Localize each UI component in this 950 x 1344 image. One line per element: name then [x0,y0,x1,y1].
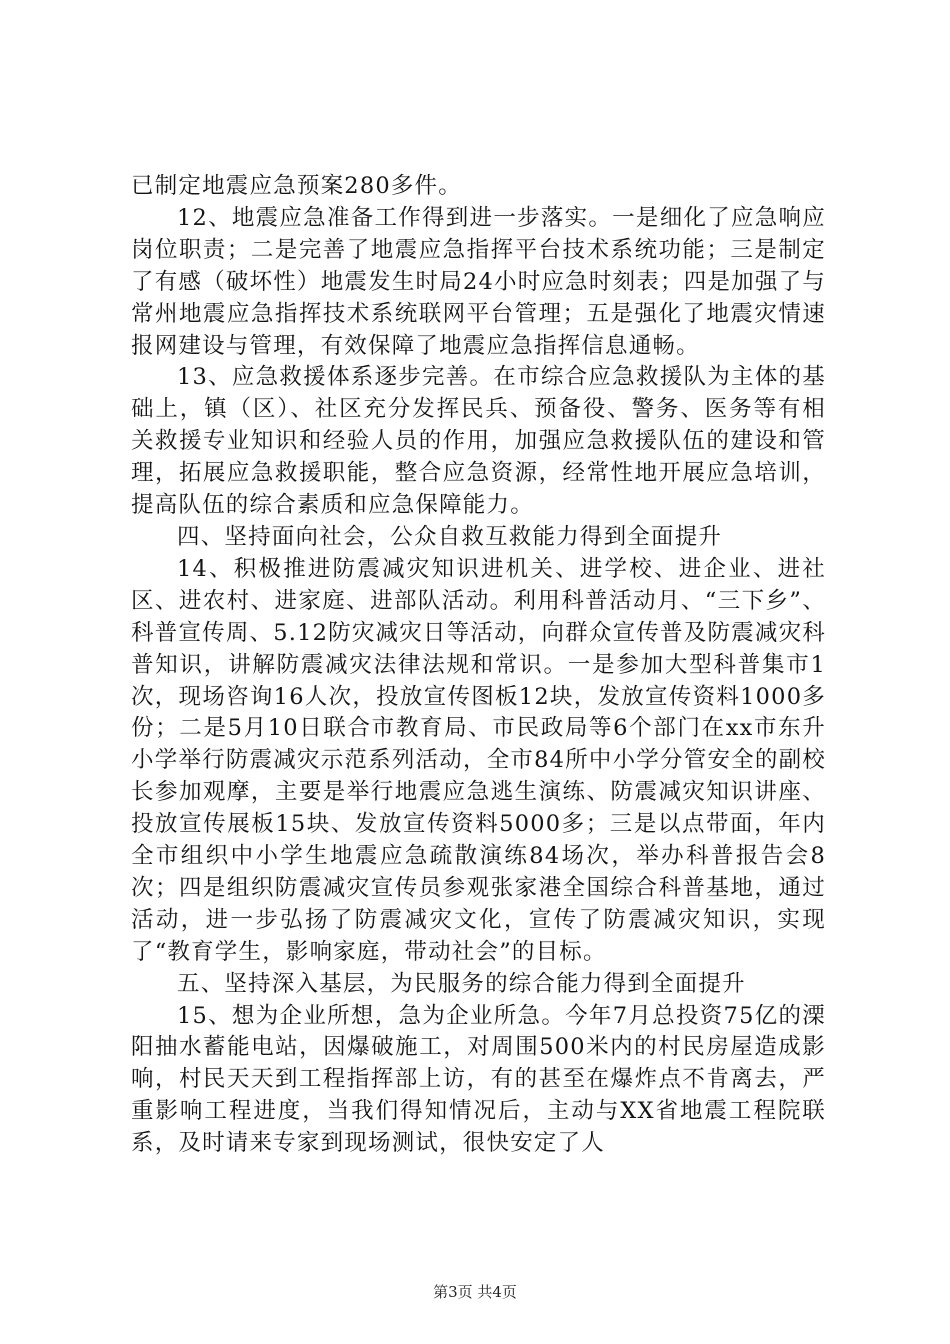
section-heading: 四、坚持面向社会，公众自救互救能力得到全面提升 [177,523,723,550]
paragraph: 13、应急救援体系逐步完善。在市综合应急救援队为主体的基础上，镇（区）、社区充分发挥民兵、预备役、警务、医务等有相关救援专业知识和经验人员的作用，加强应急救援队伍的建设和管理，拓展应急救援职能，整合应急资源，经常性地开展应急培训，提高队伍的综合素质和应急保障能力。 [131,364,826,519]
paragraph: 已制定地震应急预案280多件。 [131,173,462,199]
paragraph: 14、积极推进防震减灾知识进机关、进学校、进企业、进社区、进农村、进家庭、进部队活动。利用科普活动月、“三下乡”、科普宣传周、5.12防灾减灾日等活动，向群众宣传普及防震减灾科普知识，讲解防震减灾法律法规和常识。一是参加大型科普集市1次，现场咨询16人次，投放宣传图板12块，发放宣传资料1000多份；二是5月10日联合市教育局、市民政局等6个部门在xx市东升小学举行防震减灾示范系列活动，全市84所中小学分管安全的副校长参加观摩，主要是举行地震应急逃生演练、防震减灾知识讲座、投放宣传展板15块、发放宣传资料5000多；三是以点带面，年内全市组织中小学生地震应急疏散演练84场次，举办科普报告会8次；四是组织防震减灾宣传员参观张家港全国综合科普基地，通过活动，进一步弘扬了防震减灾文化，宣传了防震减灾知识，实现了“教育学生，影响家庭，带动社会”的目标。 [131,555,826,965]
section-heading: 五、坚持深入基层，为民服务的综合能力得到全面提升 [177,970,746,997]
page-number: 第3页 共4页 [433,1283,517,1301]
paragraph: 12、地震应急准备工作得到进一步落实。一是细化了应急响应岗位职责；二是完善了地震应急指挥平台技术系统功能；三是制定了有感（破坏性）地震发生时局24小时应急时刻表；四是加强了与常州地震应急指挥技术系统联网平台管理；五是强化了地震灾情速报网建设与管理，有效保障了地震应急指挥信息通畅。 [131,204,826,359]
document-body [131,171,826,1160]
page-footer [0,1281,950,1302]
paragraph: 15、想为企业所想，急为企业所急。今年7月总投资75亿的溧阳抽水蓄能电站，因爆破施工，对周围500米内的村民房屋造成影响，村民天天到工程指挥部上访，有的甚至在爆炸点不肯离去，严重影响工程进度，当我们得知情况后，主动与XX省地震工程院联系，及时请来专家到现场测试，很快安定了人 [131,1002,826,1157]
